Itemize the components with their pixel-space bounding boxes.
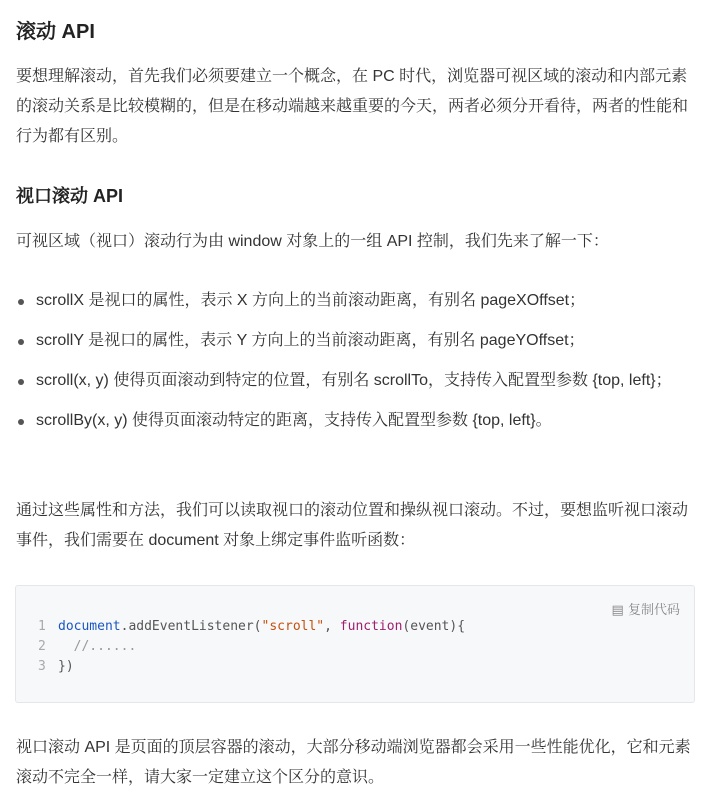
copy-code-button[interactable] — [612, 599, 680, 618]
code-token: (event){ — [402, 619, 466, 634]
list-item: scrollBy(x, y) 使得页面滚动特定的距离，支持传入配置型参数 {top, left}。 — [16, 406, 700, 436]
code-comment: //...... — [58, 639, 137, 654]
code-token: "scroll" — [261, 619, 325, 634]
copy-label: 复制代码 — [627, 603, 680, 618]
paragraph: 通过这些属性和方法，我们可以读取视口的滚动位置和操纵视口滚动。不过，要想监听视口滚动事件，我们需要在 document 对象上绑定事件监听函数： — [16, 502, 689, 549]
code-token: function — [339, 619, 403, 634]
code-block — [15, 585, 695, 703]
section-title: 视口滚动 API — [16, 186, 124, 206]
list-item: scroll(x, y) 使得页面滚动到特定的位置，有别名 scrollTo，支持传入配置型参数 {top, left}； — [16, 366, 700, 396]
code-token: document — [58, 619, 121, 634]
code-line — [38, 617, 465, 637]
list-item: scrollX 是视口的属性，表示 X 方向上的当前滚动距离，有别名 pageXOffset； — [16, 286, 700, 316]
code-token: }) — [58, 659, 74, 674]
copy-icon: ▤ — [611, 603, 624, 618]
intro-paragraph: 要想理解滚动，首先我们必须要建立一个概念，在 PC 时代，浏览器可视区域的滚动和内部元素的滚动关系是比较模糊的，但是在移动端越来越重要的今天，两者必须分开看待，两者的性能和行为都有区别。 — [16, 68, 689, 145]
code-token: , — [324, 619, 340, 634]
code-token: .addEventListener( — [120, 619, 262, 634]
line-number: 3 — [38, 659, 46, 674]
page-title: 滚动 API — [16, 21, 95, 43]
section-intro: 可视区域（视口）滚动行为由 window 对象上的一组 API 控制，我们先来了解一下： — [16, 233, 609, 250]
code-line — [38, 657, 74, 677]
list-item: scrollY 是视口的属性，表示 Y 方向上的当前滚动距离，有别名 pageYOffset； — [16, 326, 700, 356]
paragraph: 视口滚动 API 是页面的顶层容器的滚动，大部分移动端浏览器都会采用一些性能优化，它和元素滚动不完全一样，请大家一定建立这个区分的意识。 — [16, 739, 691, 786]
line-number: 1 — [38, 619, 46, 634]
code-line — [38, 637, 136, 657]
line-number: 2 — [38, 639, 46, 654]
api-list — [16, 286, 700, 446]
